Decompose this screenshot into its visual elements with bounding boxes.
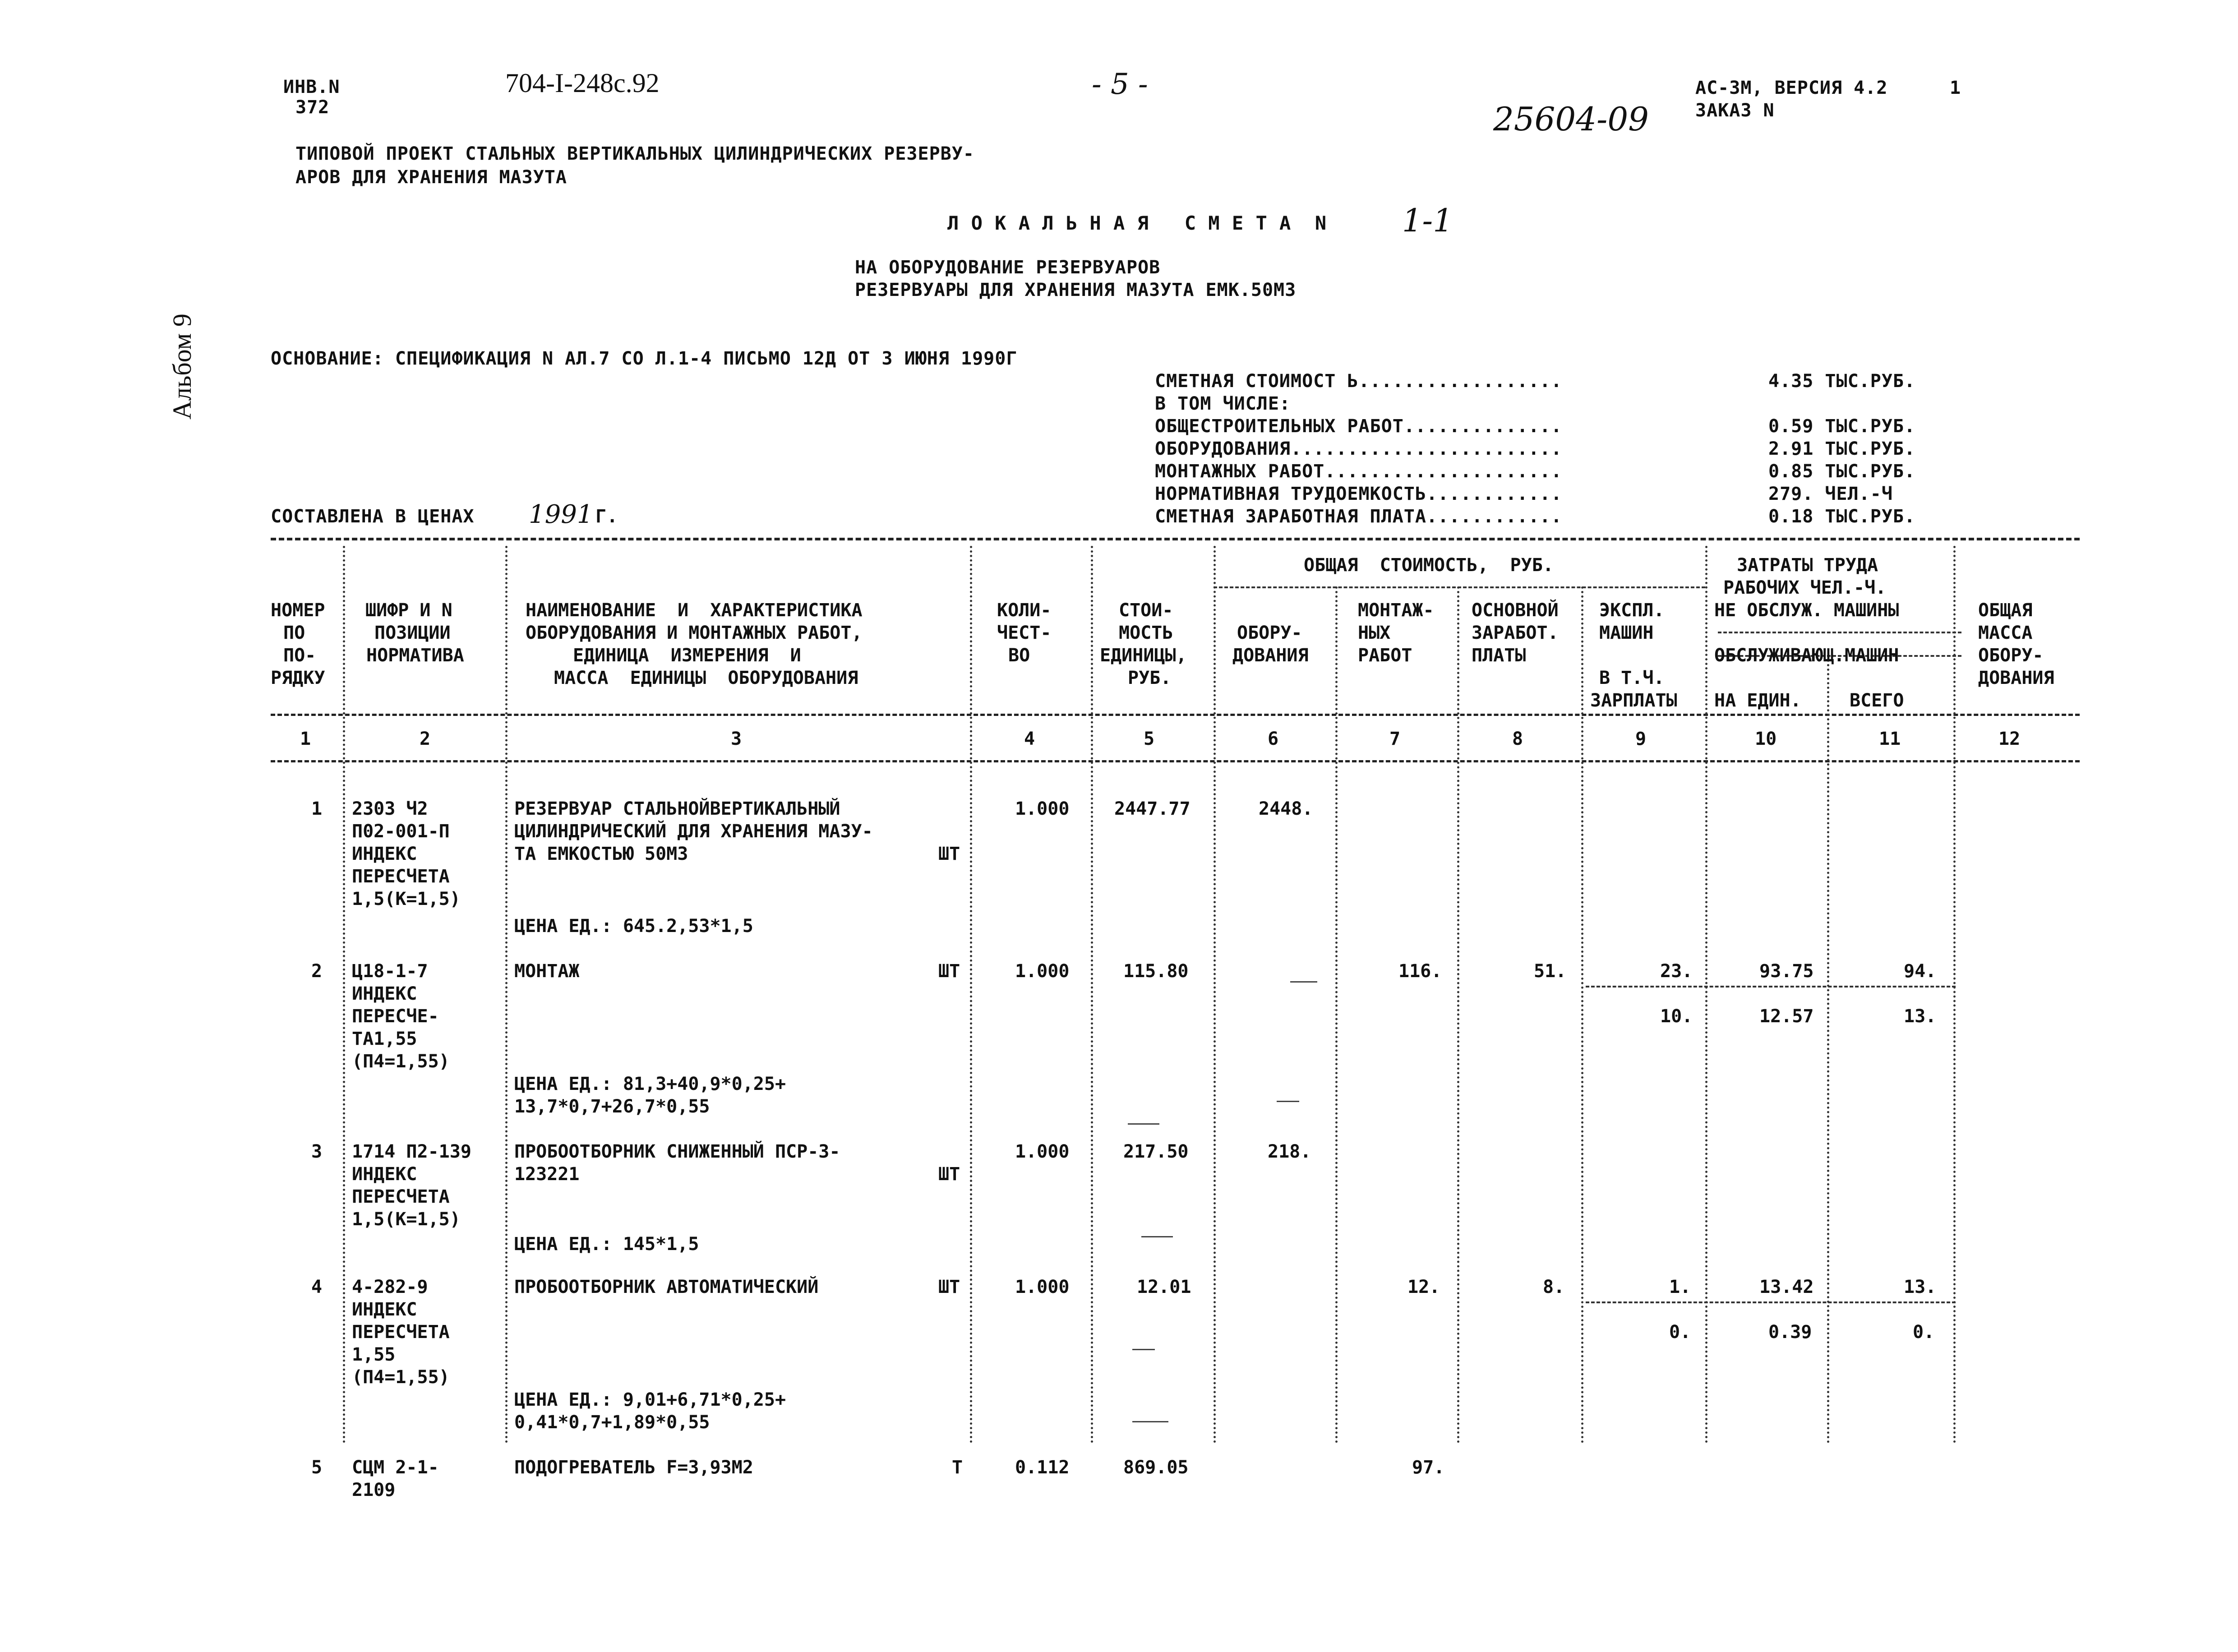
project-title-line1: ТИПОВОЙ ПРОЕКТ СТАЛЬНЫХ ВЕРТИКАЛЬНЫХ ЦИЛИНДРИЧЕСКИХ РЕЗЕРВУ-	[295, 143, 974, 164]
header-labor-total: ВСЕГО	[1850, 690, 1904, 711]
header-num-1: НОМЕР	[271, 600, 325, 621]
column-number: 10	[1755, 729, 1777, 749]
column-number: 6	[1268, 729, 1279, 749]
summary-label: СМЕТНАЯ ЗАРАБОТНАЯ ПЛАТА............	[1155, 506, 1562, 527]
header-salary-2: ЗАРАБОТ.	[1472, 623, 1559, 643]
column-number: 11	[1879, 729, 1901, 749]
summary-label: НОРМАТИВНАЯ ТРУДОЕМКОСТЬ............	[1155, 484, 1562, 504]
row-unit-cost: 869.05	[1123, 1457, 1189, 1478]
row-name: ЦИЛИНДРИЧЕСКИЙ ДЛЯ ХРАНЕНИЯ МАЗУ-	[514, 821, 873, 842]
header-cost-group: ОБЩАЯ СТОИМОСТЬ, РУБ.	[1304, 555, 1554, 576]
row-code: 1,5(К=1,5)	[352, 1209, 461, 1230]
header-install-1: МОНТАЖ-	[1358, 600, 1434, 621]
header-equipment-1: ОБОРУ-	[1237, 623, 1302, 643]
project-title-line2: АРОВ ДЛЯ ХРАНЕНИЯ МАЗУТА	[295, 167, 567, 188]
row-labor-total: 13.	[1904, 1277, 1937, 1297]
header-unitcost-2: МОСТЬ	[1119, 623, 1173, 643]
summary-value: 0.85 ТЫС.РУБ.	[1768, 461, 1916, 482]
estimate-title: Л О К А Л Ь Н А Я С М Е Т А N	[947, 212, 1327, 234]
pencil-dash	[1290, 981, 1317, 983]
pencil-dash	[1277, 1101, 1299, 1102]
column-divider	[505, 546, 508, 1444]
row-code: (П4=1,55)	[352, 1051, 450, 1072]
row-quantity: 1.000	[1015, 798, 1070, 819]
header-salary-1: ОСНОВНОЙ	[1472, 600, 1559, 621]
inventory-label: ИНВ.N	[283, 77, 340, 97]
page-number: - 5 -	[1092, 68, 1148, 101]
column-number: 8	[1512, 729, 1523, 749]
row-number: 1	[311, 798, 323, 819]
row-labor-total-service: 13.	[1904, 1006, 1937, 1027]
header-labor-sub-2: ОБСЛУЖИВАЮЩ.МАШИН	[1714, 645, 1899, 666]
estimate-number: 1-1	[1402, 202, 1453, 239]
row-number: 2	[311, 961, 323, 982]
row-name: ПРОБООТБОРНИК СНИЖЕННЫЙ ПСР-3-	[514, 1141, 840, 1162]
row-unit-price: ЦЕНА ЕД.: 81,3+40,9*0,25+	[514, 1074, 786, 1094]
row-machines-salary: 0.	[1669, 1322, 1691, 1343]
header-code-3: НОРМАТИВА	[366, 645, 464, 666]
summary-label: В ТОМ ЧИСЛЕ:	[1155, 393, 1291, 414]
column-divider	[1457, 586, 1459, 1444]
pencil-dash	[1141, 1236, 1173, 1237]
row-name: ТА ЕМКОСТЬЮ 50М3	[514, 844, 688, 864]
row-install-cost: 12.	[1407, 1277, 1440, 1297]
row-number: 3	[311, 1141, 323, 1162]
row-install-cost: 97.	[1412, 1457, 1445, 1478]
compiled-label: СОСТАВЛЕНА В ЦЕНАХ	[271, 506, 475, 527]
row-unit-cost: 12.01	[1137, 1277, 1191, 1297]
header-mass-2: МАССА	[1978, 623, 2033, 643]
row-name: ПРОБООТБОРНИК АВТОМАТИЧЕСКИЙ	[514, 1277, 819, 1297]
basis-line: ОСНОВАНИЕ: СПЕЦИФИКАЦИЯ N АЛ.7 СО Л.1-4 ПИСЬМО 12Д ОТ 3 ИЮНЯ 1990Г	[271, 348, 1018, 369]
row-unit: ШТ	[938, 961, 960, 982]
column-divider	[970, 546, 972, 1444]
pencil-dash	[1132, 1421, 1168, 1422]
project-code: 704-I-248с.92	[505, 68, 660, 98]
header-name-2: ОБОРУДОВАНИЯ И МОНТАЖНЫХ РАБОТ,	[526, 623, 863, 643]
row-code: 1,5(К=1,5)	[352, 889, 461, 909]
row-code: ИНДЕКС	[352, 844, 417, 864]
row-name: 123221	[514, 1164, 580, 1185]
row-salary: 8.	[1543, 1277, 1565, 1297]
estimate-subtitle2: РЕЗЕРВУАРЫ ДЛЯ ХРАНЕНИЯ МАЗУТА ЕМК.50М3	[855, 280, 1297, 300]
header-mass-3: ОБОРУ-	[1978, 645, 2044, 666]
row-salary: 51.	[1534, 961, 1567, 982]
summary-value: 0.18 ТЫС.РУБ.	[1768, 506, 1916, 527]
column-number: 1	[300, 729, 311, 749]
column-number: 4	[1024, 729, 1035, 749]
row-machines-salary: 10.	[1660, 1006, 1693, 1027]
column-number: 3	[731, 729, 742, 749]
header-salary-3: ПЛАТЫ	[1472, 645, 1526, 666]
program-page: 1	[1950, 78, 1961, 98]
header-install-2: НЫХ	[1358, 623, 1391, 643]
row-quantity: 1.000	[1015, 961, 1070, 982]
column-divider	[1953, 546, 1956, 1444]
column-number: 7	[1389, 729, 1401, 749]
header-num-4: РЯДКУ	[271, 668, 325, 688]
row-name: МОНТАЖ	[514, 961, 580, 982]
row-code: ТА1,55	[352, 1029, 417, 1049]
labor-sub-rule-1	[1718, 632, 1961, 633]
header-install-3: РАБОТ	[1358, 645, 1412, 666]
row-code: СЦМ 2-1-	[352, 1457, 439, 1478]
compiled-suffix: Г.	[595, 506, 618, 527]
row-labor-unit-service: 0.39	[1768, 1322, 1812, 1343]
summary-label: ОБЩЕСТРОИТЕЛЬНЫХ РАБОТ..............	[1155, 416, 1562, 437]
summary-value: 4.35 ТЫС.РУБ.	[1768, 371, 1916, 392]
column-divider	[1827, 655, 1829, 1444]
row-code: ИНДЕКС	[352, 983, 417, 1004]
column-divider	[1335, 586, 1338, 1444]
header-labor-sub-1: НЕ ОБСЛУЖ. МАШИНЫ	[1714, 600, 1899, 621]
row-unit: ШТ	[938, 1164, 960, 1185]
header-machines-4: ЗАРПЛАТЫ	[1590, 690, 1677, 711]
row-code: ПЕРЕСЧЕТА	[352, 866, 450, 887]
album-note: Альбом 9	[167, 314, 197, 420]
row-unit-price: ЦЕНА ЕД.: 145*1,5	[514, 1234, 699, 1255]
table-top-rule	[271, 538, 2080, 540]
column-number: 2	[420, 729, 431, 749]
summary-label: СМЕТНАЯ СТОИМОСТ Ь..................	[1155, 371, 1562, 392]
column-divider	[343, 546, 345, 1444]
order-label: ЗАКАЗ N	[1695, 100, 1775, 121]
summary-value: 0.59 ТЫС.РУБ.	[1768, 416, 1916, 437]
row-code: 4-282-9	[352, 1277, 428, 1297]
row-unit: Т	[952, 1457, 963, 1478]
row-machines: 1.	[1669, 1277, 1691, 1297]
header-code-2: ПОЗИЦИИ	[374, 623, 451, 643]
row-unit-price: ЦЕНА ЕД.: 645.2,53*1,5	[514, 916, 753, 937]
header-machines-1: ЭКСПЛ.	[1599, 600, 1665, 621]
summary-label: МОНТАЖНЫХ РАБОТ.....................	[1155, 461, 1562, 482]
row-code: 1,55	[352, 1344, 396, 1365]
summary-value: 2.91 ТЫС.РУБ.	[1768, 438, 1916, 459]
row-number: 5	[311, 1457, 323, 1478]
summary-label: ОБОРУДОВАНИЯ........................	[1155, 438, 1562, 459]
row-number: 4	[311, 1277, 323, 1297]
header-labor-group-2: РАБОЧИХ ЧЕЛ.-Ч.	[1723, 577, 1887, 598]
header-unitcost-1: СТОИ-	[1119, 600, 1173, 621]
row-labor-unit: 13.42	[1759, 1277, 1814, 1297]
row-code: 2303 Ч2	[352, 798, 428, 819]
row-code: 1714 П2-139	[352, 1141, 471, 1162]
column-divider	[1214, 546, 1216, 1444]
row-sub-rule	[1586, 1301, 1956, 1303]
pencil-dash	[1132, 1349, 1155, 1350]
row-equipment-cost: 2448.	[1259, 798, 1313, 819]
row-code: 2109	[352, 1480, 396, 1500]
header-mass-1: ОБЩАЯ	[1978, 600, 2033, 621]
column-divider	[1091, 546, 1093, 1444]
pencil-dash	[1128, 1123, 1159, 1125]
row-machines: 23.	[1660, 961, 1693, 982]
row-code: ПЕРЕСЧЕТА	[352, 1322, 450, 1343]
row-unit-price: ЦЕНА ЕД.: 9,01+6,71*0,25+	[514, 1389, 786, 1410]
row-install-cost: 116.	[1398, 961, 1442, 982]
program-version: АС-3М, ВЕРСИЯ 4.2	[1695, 78, 1888, 98]
row-unit-price: 0,41*0,7+1,89*0,55	[514, 1412, 710, 1433]
column-number: 5	[1144, 729, 1155, 749]
compiled-year: 1991	[529, 500, 593, 529]
header-machines-3: В Т.Ч.	[1599, 668, 1665, 688]
row-code: ИНДЕКС	[352, 1299, 417, 1320]
row-code: П02-001-П	[352, 821, 450, 842]
header-unitcost-3: ЕДИНИЦЫ,	[1100, 645, 1187, 666]
row-labor-unit-service: 12.57	[1759, 1006, 1814, 1027]
row-quantity: 0.112	[1015, 1457, 1070, 1478]
header-num-2: ПО	[283, 623, 305, 643]
row-unit-cost: 115.80	[1123, 961, 1189, 982]
column-number: 9	[1635, 729, 1647, 749]
header-num-3: ПО-	[283, 645, 316, 666]
column-divider	[1581, 586, 1583, 1444]
inventory-number: 372	[295, 97, 330, 118]
header-labor-group-1: ЗАТРАТЫ ТРУДА	[1737, 555, 1878, 576]
row-code: ИНДЕКС	[352, 1164, 417, 1185]
row-code: Ц18-1-7	[352, 961, 428, 982]
row-unit-cost: 2447.77	[1114, 798, 1191, 819]
header-labor-unit: НА ЕДИН.	[1714, 690, 1801, 711]
header-name-4: МАССА ЕДИНИЦЫ ОБОРУДОВАНИЯ	[554, 668, 858, 688]
row-code: (П4=1,55)	[352, 1367, 450, 1388]
header-equipment-2: ДОВАНИЯ	[1232, 645, 1309, 666]
row-quantity: 1.000	[1015, 1141, 1070, 1162]
row-equipment-cost: 218.	[1268, 1141, 1311, 1162]
numbers-bottom-rule	[271, 760, 2080, 762]
header-name-3: ЕДИНИЦА ИЗМЕРЕНИЯ И	[573, 645, 801, 666]
row-name: ПОДОГРЕВАТЕЛЬ F=3,93М2	[514, 1457, 753, 1478]
header-qty-3: ВО	[1008, 645, 1030, 666]
row-name: РЕЗЕРВУАР СТАЛЬНОЙВЕРТИКАЛЬНЫЙ	[514, 798, 840, 819]
column-divider	[1705, 546, 1707, 1444]
header-code-1: ШИФР И N	[365, 600, 452, 621]
row-code: ПЕРЕСЧЕТА	[352, 1186, 450, 1207]
header-qty-2: ЧЕСТ-	[997, 623, 1052, 643]
row-unit: ШТ	[938, 844, 960, 864]
column-number: 12	[1998, 729, 2021, 749]
header-qty-1: КОЛИ-	[997, 600, 1052, 621]
row-labor-total-service: 0.	[1913, 1322, 1935, 1343]
header-mass-4: ДОВАНИЯ	[1978, 668, 2054, 688]
estimate-subtitle1: НА ОБОРУДОВАНИЕ РЕЗЕРВУАРОВ	[855, 257, 1161, 278]
header-name-1: НАИМЕНОВАНИЕ И ХАРАКТЕРИСТИКА	[526, 600, 863, 621]
row-unit-price: 13,7*0,7+26,7*0,55	[514, 1096, 710, 1117]
summary-value: 279. ЧЕЛ.-Ч	[1768, 484, 1893, 504]
order-number: 25604-09	[1493, 100, 1649, 138]
header-machines-2: МАШИН	[1599, 623, 1654, 643]
row-labor-unit: 93.75	[1759, 961, 1814, 982]
row-labor-total: 94.	[1904, 961, 1937, 982]
header-bottom-rule	[271, 714, 2080, 716]
header-unitcost-4: РУБ.	[1128, 668, 1172, 688]
row-quantity: 1.000	[1015, 1277, 1070, 1297]
row-sub-rule	[1586, 986, 1956, 988]
row-code: ПЕРЕСЧЕ-	[352, 1006, 439, 1027]
row-unit: ШТ	[938, 1277, 960, 1297]
cost-group-rule	[1214, 586, 1705, 588]
row-unit-cost: 217.50	[1123, 1141, 1189, 1162]
